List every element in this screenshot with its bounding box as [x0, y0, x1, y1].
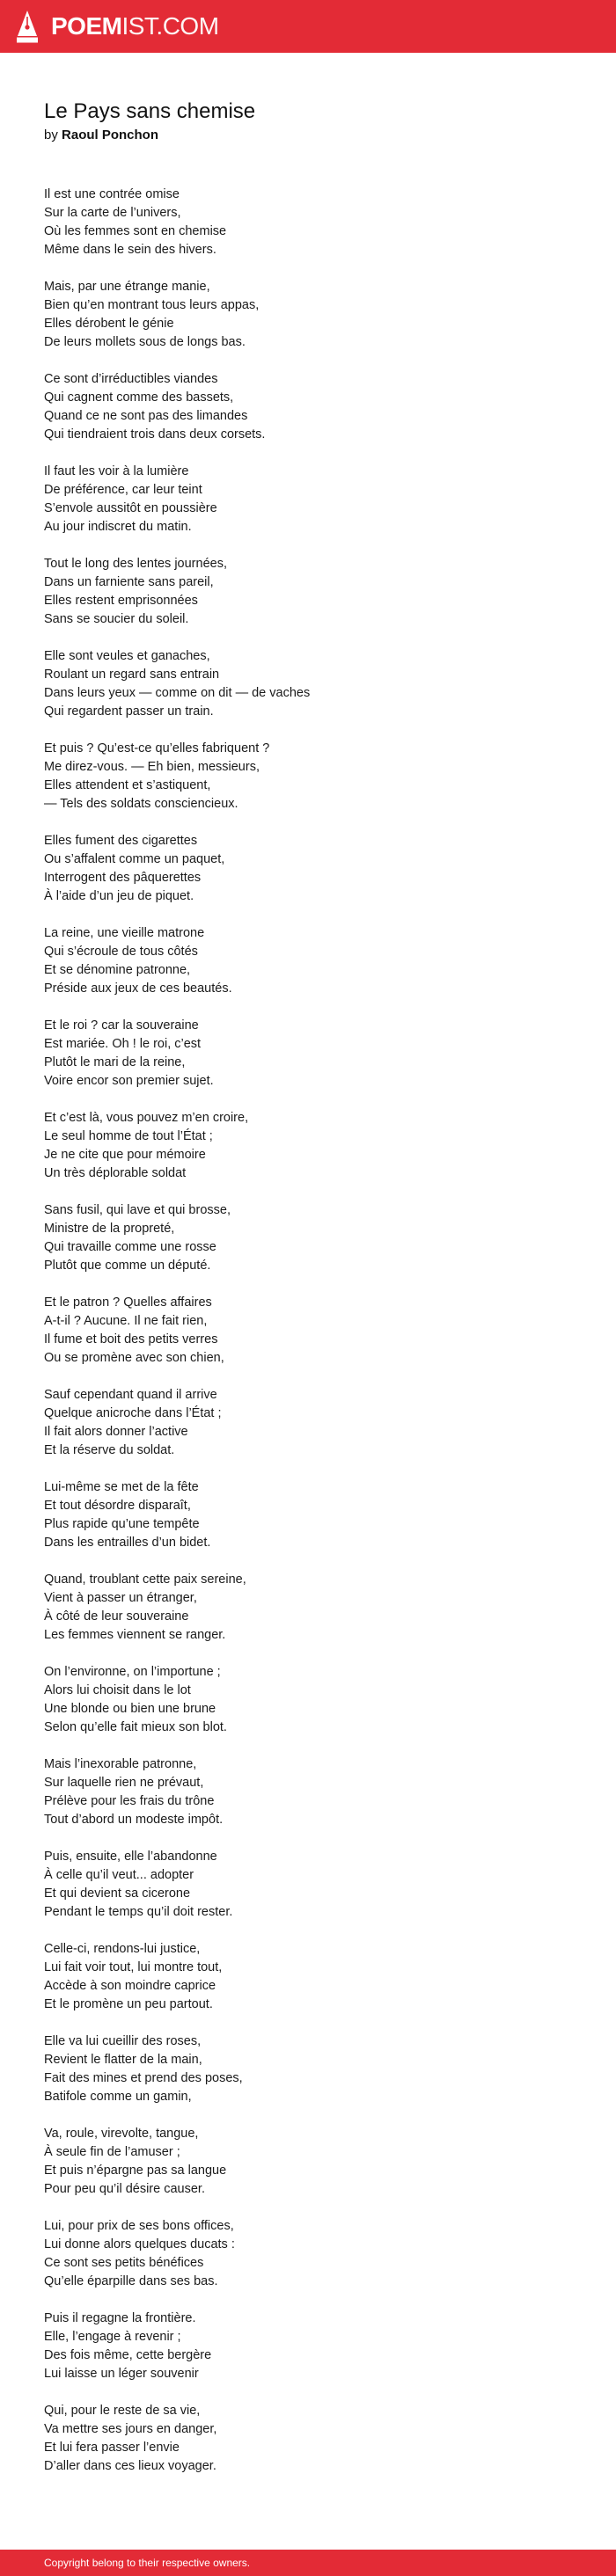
poem-line: Pour peu qu’il désire causer.: [44, 2182, 205, 2196]
poem-line: Il est une contrée omise: [44, 187, 180, 201]
poem-stanza: [44, 1755, 572, 1829]
poem-line: Elle va lui cueillir des roses,: [44, 2034, 202, 2048]
poem-body: [44, 186, 572, 2476]
site-footer: [0, 2550, 616, 2576]
poem-line: Qui cagnent comme des bassets,: [44, 390, 234, 405]
poem-line: Ce sont ses petits bénéfices: [44, 2256, 204, 2270]
poem-line: Accède à son moindre caprice: [44, 1979, 216, 1993]
poem-line: Prélève pour les frais du trône: [44, 1794, 215, 1808]
poem-stanza: [44, 1201, 572, 1275]
poem-stanza: [44, 924, 572, 998]
poem-line: Tout le long des lentes journées,: [44, 557, 227, 571]
poem-line: Je ne cite que pour mémoire: [44, 1148, 206, 1162]
poem-line: La reine, une vieille matrone: [44, 926, 205, 940]
poem-stanza: [44, 1848, 572, 1922]
poem-line: Et tout désordre disparaît,: [44, 1499, 191, 1513]
poem-line: Dans les entrailles d’un bidet.: [44, 1536, 211, 1550]
poem-line: Plutôt le mari de la reine,: [44, 1055, 186, 1069]
poem-line: Qui, pour le reste de sa vie,: [44, 2404, 201, 2418]
poem-stanza: [44, 278, 572, 352]
poem-line: Les femmes viennent se ranger.: [44, 1628, 226, 1642]
poem-line: Il fume et boit des petits verres: [44, 1332, 218, 1346]
author-link[interactable]: Raoul Ponchon: [62, 128, 159, 142]
poem-line: Sans fusil, qui lave et qui brosse,: [44, 1203, 231, 1217]
poem-line: Il faut les voir à la lumière: [44, 464, 189, 478]
poem-stanza: [44, 2402, 572, 2476]
poem-line: À l’aide d’un jeu de piquet.: [44, 889, 194, 903]
poem-line: Ou s’affalent comme un paquet,: [44, 852, 225, 866]
poem-stanza: [44, 1940, 572, 2014]
poem-stanza: [44, 1017, 572, 1091]
poem-line: Des fois même, cette bergère: [44, 2348, 212, 2362]
poem-line: Quand ce ne sont pas des limandes: [44, 409, 248, 423]
poem-line: Il fait alors donner l’active: [44, 1425, 188, 1439]
poem-line: Et se dénomine patronne,: [44, 963, 191, 977]
poem-stanza: [44, 1109, 572, 1183]
poem-line: Interrogent des pâquerettes: [44, 871, 202, 885]
poem-line: Une blonde ou bien une brune: [44, 1702, 216, 1716]
poem-line: Dans leurs yeux — comme on dit — de vaches: [44, 686, 311, 700]
poem-line: Fait des mines et prend des poses,: [44, 2071, 243, 2085]
poem-line: Plutôt que comme un député.: [44, 1259, 211, 1273]
poem-line: Elle, l’engage à revenir ;: [44, 2330, 181, 2344]
poem-line: Et le promène un peu partout.: [44, 1997, 213, 2011]
pen-nib-icon: [16, 10, 39, 43]
site-header: [0, 0, 616, 53]
poem-line: Voire encor son premier sujet.: [44, 1074, 214, 1088]
poem-title: Le Pays sans chemise: [44, 99, 256, 123]
poem-line: Ce sont d’irréductibles viandes: [44, 372, 218, 386]
poem-line: À celle qu’il veut... adopter: [44, 1868, 194, 1882]
poem-line: Et c’est là, vous pouvez m’en croire,: [44, 1111, 249, 1125]
poem-line: Et puis ? Qu’est-ce qu’elles fabriquent ?: [44, 741, 270, 755]
poem-line: Pendant le temps qu’il doit rester.: [44, 1905, 233, 1919]
poem-line: Va mettre ses jours en danger,: [44, 2422, 217, 2436]
poem-line: Et le patron ? Quelles affaires: [44, 1295, 212, 1310]
poem-line: Qui regardent passer un train.: [44, 704, 214, 719]
poem-line: Celle-ci, rendons-lui justice,: [44, 1942, 201, 1956]
poem-line: Ou se promène avec son chien,: [44, 1351, 224, 1365]
poem-line: D’aller dans ces lieux voyager.: [44, 2459, 216, 2473]
poem-line: Lui-même se met de la fête: [44, 1480, 199, 1494]
poem-line: Et lui fera passer l’envie: [44, 2441, 180, 2455]
poem-stanza: [44, 2125, 572, 2199]
poem-line: Et puis n’épargne pas sa langue: [44, 2164, 227, 2178]
poem-content: [44, 99, 572, 2494]
poem-line: De leurs mollets sous de longs bas.: [44, 335, 246, 349]
poem-line: Selon qu’elle fait mieux son blot.: [44, 1720, 227, 1734]
poem-line: Qui travaille comme une rosse: [44, 1240, 216, 1254]
poem-line: — Tels des soldats consciencieux.: [44, 797, 238, 811]
poem-stanza: [44, 2217, 572, 2291]
poem-line: Elles fument des cigarettes: [44, 834, 198, 848]
poem-line: Sur la carte de l’univers,: [44, 206, 181, 220]
logo-text: [51, 14, 219, 39]
poem-line: Dans un farniente sans pareil,: [44, 575, 214, 589]
poem-line: A-t-il ? Aucune. Il ne fait rien,: [44, 1314, 208, 1328]
poem-stanza: [44, 1386, 572, 1460]
poem-stanza: [44, 555, 572, 629]
poem-line: S’envole aussitôt en poussière: [44, 501, 217, 515]
copyright-text: Copyright belong to their respective owners.: [44, 2557, 251, 2569]
poem-line: Un très déplorable soldat: [44, 1166, 187, 1180]
poem-stanza: [44, 2032, 572, 2106]
poem-line: Lui donne alors quelques ducats :: [44, 2237, 235, 2251]
poem-line: Tout d’abord un modeste impôt.: [44, 1813, 224, 1827]
poem-stanza: [44, 647, 572, 721]
poem-line: Lui fait voir tout, lui montre tout,: [44, 1960, 223, 1974]
poem-byline: [44, 127, 572, 144]
poem-line: Elles restent emprisonnées: [44, 594, 198, 608]
poem-line: Lui laisse un léger souvenir: [44, 2367, 199, 2381]
poem-line: Sans se soucier du soleil.: [44, 612, 189, 626]
poem-line: Au jour indiscret du matin.: [44, 520, 192, 534]
poem-line: Qui tiendraient trois dans deux corsets.: [44, 427, 266, 441]
poem-stanza: [44, 186, 572, 259]
poem-line: Qui s’écroule de tous côtés: [44, 945, 198, 959]
poem-line: Bien qu’en montrant tous leurs appas,: [44, 298, 260, 312]
poem-line: Où les femmes sont en chemise: [44, 224, 227, 238]
poem-line: Mais l’inexorable patronne,: [44, 1757, 197, 1771]
poem-stanza: [44, 740, 572, 814]
poem-line: Revient le flatter de la main,: [44, 2053, 202, 2067]
poem-stanza: [44, 463, 572, 536]
poem-stanza: [44, 832, 572, 906]
poem-stanza: [44, 2310, 572, 2383]
poem-line: On l’environne, on l’importune ;: [44, 1665, 221, 1679]
byline-prefix: by: [44, 128, 58, 142]
poem-line: Le seul homme de tout l’État ;: [44, 1129, 213, 1143]
poem-line: Qu’elle éparpille dans ses bas.: [44, 2274, 218, 2288]
site-logo-link[interactable]: [16, 10, 219, 43]
poem-line: Me direz-vous. — Eh bien, messieurs,: [44, 760, 260, 774]
poem-line: Et le roi ? car la souveraine: [44, 1018, 199, 1033]
poem-line: Elle sont veules et ganaches,: [44, 649, 210, 663]
poem-line: Va, roule, virevolte, tangue,: [44, 2127, 199, 2141]
poem-stanza: [44, 1294, 572, 1368]
poem-line: À côté de leur souveraine: [44, 1609, 189, 1624]
poem-line: Ministre de la propreté,: [44, 1222, 175, 1236]
logo-text-bold: POEM: [51, 12, 122, 40]
poem-stanza: [44, 1478, 572, 1552]
poem-line: Lui, pour prix de ses bons offices,: [44, 2219, 234, 2233]
poem-line: Alors lui choisit dans le lot: [44, 1683, 191, 1697]
poem-line: Sauf cependant quand il arrive: [44, 1388, 217, 1402]
poem-line: Et qui devient sa cicerone: [44, 1886, 191, 1901]
poem-line: Et la réserve du soldat.: [44, 1443, 175, 1457]
poem-line: Est mariée. Oh ! le roi, c’est: [44, 1037, 202, 1051]
poem-line: Puis, ensuite, elle l’abandonne: [44, 1850, 217, 1864]
poem-line: Elles dérobent le génie: [44, 317, 174, 331]
poem-line: Même dans le sein des hivers.: [44, 243, 216, 257]
poem-stanza: [44, 1663, 572, 1737]
poem-line: Roulant un regard sans entrain: [44, 668, 220, 682]
poem-line: Quand, troublant cette paix sereine,: [44, 1573, 246, 1587]
poem-line: À seule fin de l’amuser ;: [44, 2145, 180, 2159]
poem-line: Elles attendent et s’astiquent,: [44, 778, 211, 792]
poem-line: Sur laquelle rien ne prévaut,: [44, 1776, 204, 1790]
poem-stanza: [44, 1571, 572, 1645]
poem-line: Quelque anicroche dans l’État ;: [44, 1406, 222, 1420]
poem-line: Mais, par une étrange manie,: [44, 280, 210, 294]
poem-line: Préside aux jeux de ces beautés.: [44, 982, 232, 996]
poem-line: Batifole comme un gamin,: [44, 2090, 192, 2104]
poem-line: Puis il regagne la frontière.: [44, 2311, 196, 2325]
poem-line: Vient à passer un étranger,: [44, 1591, 197, 1605]
poem-line: Plus rapide qu’une tempête: [44, 1517, 200, 1531]
logo-text-light: IST.COM: [121, 12, 219, 40]
poem-line: De préférence, car leur teint: [44, 483, 202, 497]
poem-stanza: [44, 370, 572, 444]
